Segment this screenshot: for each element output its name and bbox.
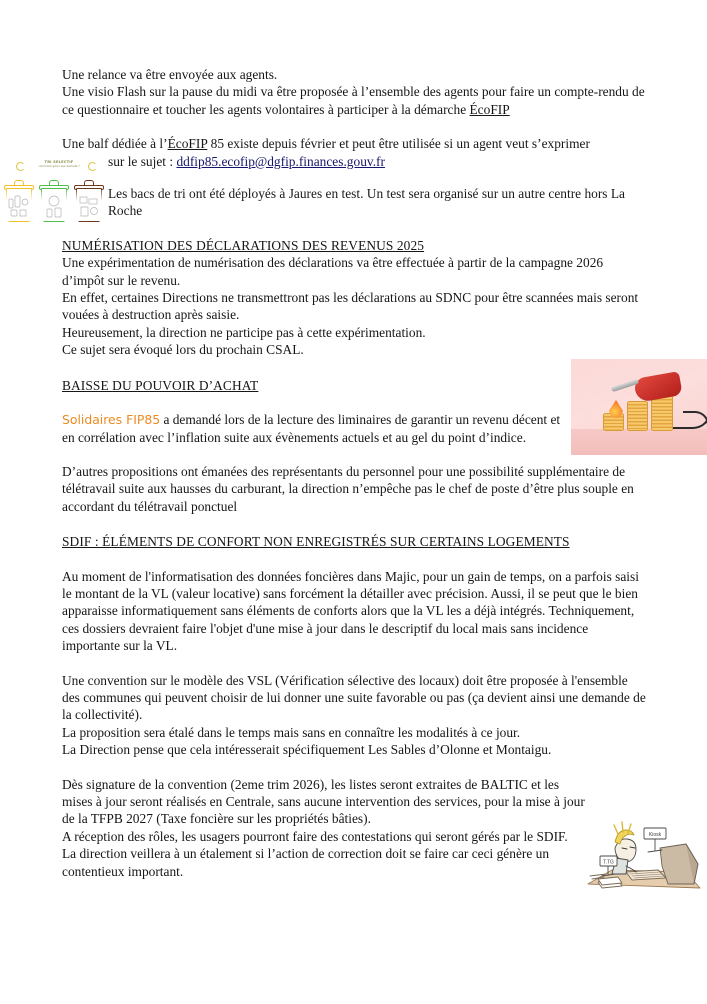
bin-contents-icon (8, 193, 30, 219)
numerisation-paragraph-3: Heureusement, la direction ne participe pas à cette expérimentation. (62, 324, 426, 340)
svg-text:Kiosk: Kiosk (648, 832, 662, 838)
org-name-solidaires-fip85: Solidaires FIP85 (62, 412, 161, 428)
bin-yellow-icon (4, 180, 34, 222)
spacer (62, 655, 646, 672)
paragraph-bacs-de-tri (62, 185, 646, 220)
spacer (62, 220, 646, 237)
fuel-hose-curve (683, 411, 707, 429)
paragraph-balf-suffix: 85 existe depuis février et peut être utilisée si un agent veut s’exprimer (207, 136, 590, 152)
spacer (62, 446, 646, 463)
heading-sdif: SDIF : ÉLÉMENTS DE CONFORT NON ENREGISTRÉS SUR CERTAINS LOGEMENTS (62, 534, 570, 550)
paragraph-visio-flash-text: Une visio Flash sur la pause du midi va être proposée à l’ensemble des agents pour faire un compte-rendu de ce questionnaire et toucher les agents volontaires à participer à la démarche (62, 84, 645, 117)
spacer (62, 394, 646, 411)
paragraph-bacs-de-tri-text: Les bacs de tri ont été déployés à Jaures en test. Un test sera organisé sur un autre centre hors La Roche (108, 186, 625, 219)
sdif-paragraph-2-line-2: La proposition sera étalé dans le temps mais sans en connaître les modalités à ce jour. (62, 724, 521, 740)
sdif-paragraph-1: Au moment de l'informatisation des données foncières dans Majic, pour un gain de temps, on a parfois saisi le montant de la VL (valeur locative) sans forcément la détailler avec précision. Aussi, il se peut que le bien apparaisse informatiquement sans éléments de conforts alors que la VL les a déjà intégrés. Techniquement, ces dossiers devraient faire l'objet d'une mise à jour dans le descriptif du local mais sans incidence importante sur la VL. (62, 568, 639, 654)
fuel-droplet-icon (609, 400, 623, 418)
bin-brown-icon (74, 180, 104, 222)
heading-numerisation: NUMÉRISATION DES DÉCLARATIONS DES REVENUS 2025 (62, 237, 425, 253)
document-body (62, 66, 646, 880)
ecofip-underlined-2: ÉcoFIP (167, 136, 208, 152)
recycling-bins-caption (28, 160, 90, 168)
spacer (62, 759, 646, 776)
recycling-caption-title: TRI SELECTIF (44, 160, 74, 164)
coin-stack-medium (627, 401, 648, 431)
spacer (62, 359, 646, 377)
sdif-paragraph-3-line-1: Dès signature de la convention (2eme trim 2026), les listes seront extraites de BALTIC et les mises à jour seront réalisés en Centrale, sans aucune intervention des services, pour la mise à jour de la TFPB 2027 (Taxe foncière sur les propriétés bâties). (62, 776, 585, 827)
sujet-label: sur le sujet : (108, 153, 177, 169)
bin-contents-icon (78, 193, 100, 219)
paragraph-balf-prefix: Une balf dédiée à l’ (62, 136, 168, 152)
sdif-paragraph-3-line-2: A réception des rôles, les usagers pourront faire des contestations qui seront gérés par le SDIF. La direction veillera à un étalement si l’action de correction doit se faire car ceci génère un contentieux important. (62, 828, 568, 879)
spacer (62, 515, 646, 533)
paragraph-relance-text: Une relance va être envoyée aux agents. (62, 67, 278, 82)
heading-baisse-pouvoir-achat: BAISSE DU POUVOIR D’ACHAT (62, 377, 259, 393)
spacer (62, 551, 646, 568)
recycling-bins-illustration (4, 160, 109, 222)
pouvoir-achat-paragraph-1 (62, 411, 562, 446)
numerisation-paragraph-4: Ce sujet sera évoqué lors du prochain CSAL. (62, 342, 304, 358)
spacer (62, 170, 646, 185)
fuel-price-photo (571, 359, 707, 455)
bin-green-icon (39, 180, 69, 222)
recycle-arrow-icon-left (16, 162, 25, 171)
recycle-arrow-icon-right (88, 162, 97, 171)
paragraph-balf (62, 135, 646, 152)
email-link[interactable]: ddfip85.ecofip@dgfip.finances.gouv.fr (176, 153, 385, 169)
bin-contents-icon (43, 193, 65, 219)
sdif-paragraph-2-line-1: Une convention sur le modèle des VSL (Vérification sélective des locaux) doit être proposée à l'ensemble des communes qui peuvent choisir de lui donner une suite favorable ou pas (ça devient ainsi une demande de la collectivité). (62, 672, 646, 723)
spacer (62, 118, 646, 135)
sdif-paragraph-2-line-3: La Direction pense que cela intéresserait spécifiquement Les Sables d’Olonne et Montaigu. (62, 742, 552, 758)
photo-floor (571, 429, 707, 455)
pouvoir-achat-paragraph-2: D’autres propositions ont émanées des représentants du personnel pour une possibilité supplémentaire de télétravail suite aux hausses du carburant, la direction n’empêche pas le chef de poste d’être plus souple en accordant du télétravail ponctuel (62, 463, 634, 514)
paragraph-relance (62, 66, 646, 83)
paragraph-sujet (62, 153, 646, 170)
recycling-caption-subtitle: comment gérer ses déchets ? (38, 164, 80, 168)
numerisation-paragraph-1: Une expérimentation de numérisation des déclarations va être effectuée à partir de la campagne 2026 d’impôt sur le revenu. (62, 255, 604, 288)
cartoon-illustration (582, 818, 705, 902)
paragraph-visio-flash (62, 83, 646, 118)
svg-text:T.TG: T.TG (603, 859, 614, 866)
numerisation-paragraph-2: En effet, certaines Directions ne transmettront pas les déclarations au SDNC pour être scannées mais seront vouées à destruction après saisie. (62, 290, 639, 323)
ecofip-underlined-1: ÉcoFIP (469, 101, 510, 117)
pouvoir-achat-paragraph-1-rest: a demandé lors de la lecture des liminaires de garantir un revenu décent et en corrélation avec l’inflation suite aux évènements actuels et au gel du point d’indice. (62, 412, 561, 445)
